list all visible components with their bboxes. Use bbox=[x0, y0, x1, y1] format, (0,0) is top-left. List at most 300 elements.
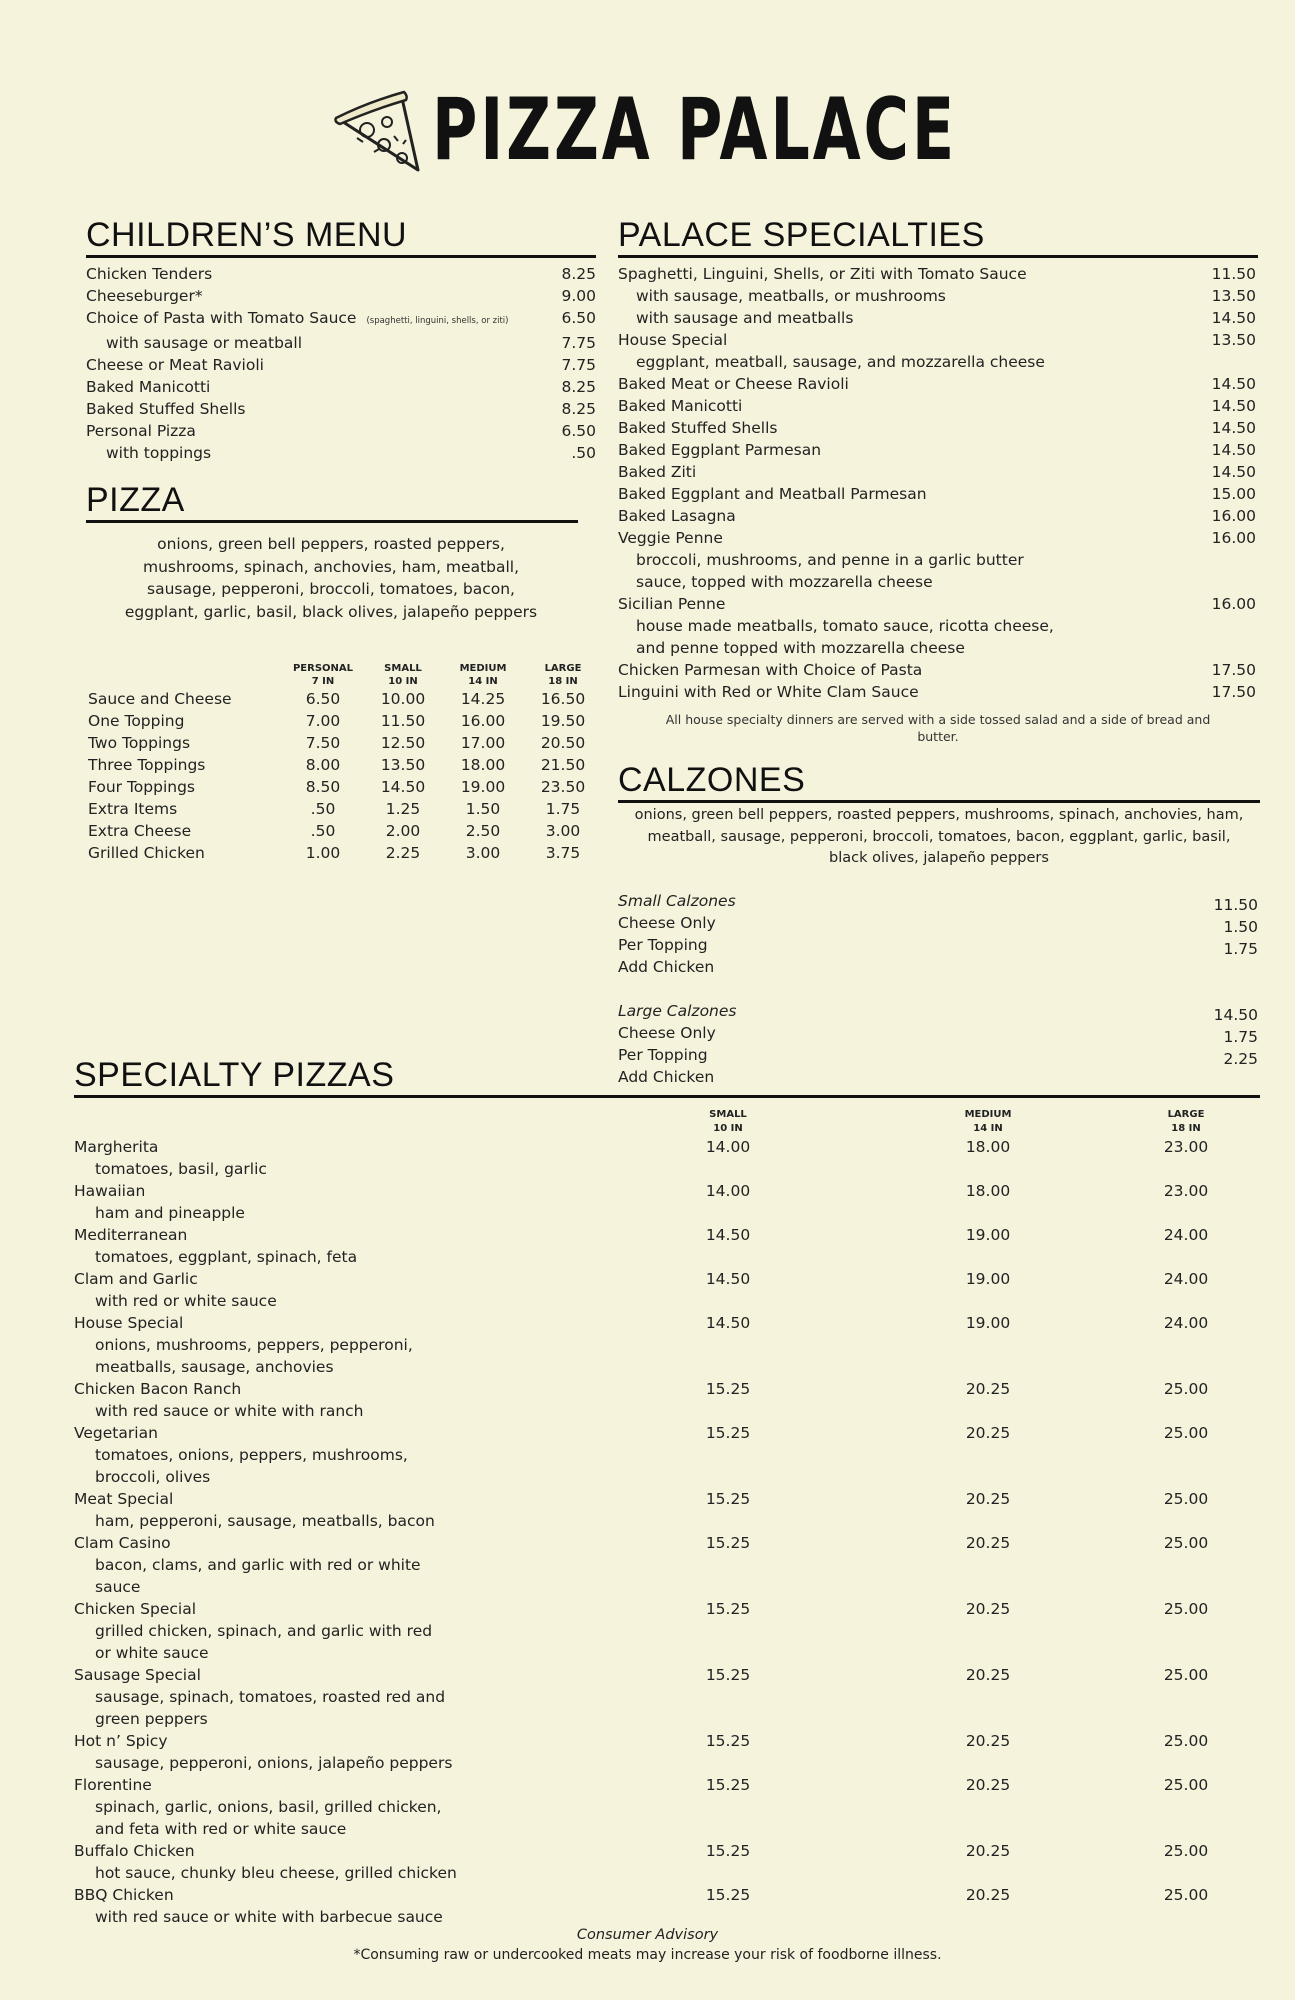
item-name: Baked Manicotti bbox=[618, 397, 743, 415]
specialty-item bbox=[618, 461, 1256, 483]
calzone-price: 14.50 bbox=[1213, 1005, 1258, 1024]
pizza-description: grilled chicken, spinach, and garlic with red bbox=[95, 1622, 433, 1640]
item-name bbox=[86, 376, 536, 398]
specialty-pizza-item bbox=[74, 1598, 494, 1664]
pizza-price: 20.25 bbox=[965, 1666, 1011, 1684]
pizza-price: 14.50 bbox=[705, 1226, 751, 1244]
pizza-price: 15.25 bbox=[705, 1776, 751, 1794]
item-name bbox=[86, 307, 536, 332]
pizza-price: 19.00 bbox=[965, 1270, 1011, 1288]
pizza-row-label: Grilled Chicken bbox=[88, 844, 205, 862]
pizza-price: 1.25 bbox=[385, 800, 421, 818]
pizza-price: 8.00 bbox=[305, 756, 341, 774]
specialty-pizza-item bbox=[74, 1422, 494, 1488]
pizza-row-label: Extra Cheese bbox=[88, 822, 192, 840]
pizza-price: 20.25 bbox=[965, 1424, 1011, 1442]
specialty-item bbox=[618, 395, 1256, 417]
calzone-option: Add Chicken bbox=[618, 1067, 715, 1086]
pizza-price: 15.25 bbox=[705, 1424, 751, 1442]
pizza-price: 1.00 bbox=[305, 844, 341, 862]
pizza-description: meatballs, sausage, anchovies bbox=[95, 1358, 334, 1376]
specialty-pizza-item bbox=[74, 1224, 494, 1268]
item-price: .50 bbox=[571, 444, 596, 462]
pizza-row-label: Extra Items bbox=[88, 800, 178, 818]
topping-line: onions, green bell peppers, roasted peppers, mushrooms, spinach, anchovies, ham, bbox=[634, 807, 1244, 823]
item-name: Spaghetti, Linguini, Shells, or Ziti with Tomato Sauce bbox=[618, 265, 1027, 283]
pizza-price: 16.00 bbox=[460, 712, 506, 730]
pizza-section bbox=[86, 480, 578, 623]
pizza-name: Hawaiian bbox=[74, 1182, 146, 1200]
advisory-title: Consumer Advisory bbox=[576, 1927, 719, 1943]
item-name-text: Chicken Tenders bbox=[86, 265, 213, 283]
calzone-labels bbox=[618, 890, 1258, 978]
palace-specialties-section bbox=[618, 215, 1258, 745]
item-price: 8.25 bbox=[561, 265, 596, 283]
specialty-pizzas-title: SPECIALTY PIZZAS bbox=[74, 1055, 1260, 1098]
size-column-header bbox=[1146, 1108, 1226, 1136]
size-name: LARGE bbox=[544, 663, 582, 674]
header-spacer bbox=[88, 662, 283, 688]
pizza-price: 25.00 bbox=[1163, 1490, 1209, 1508]
pizza-price-row bbox=[88, 688, 628, 710]
item-price: 8.25 bbox=[561, 400, 596, 418]
item-price: 16.00 bbox=[1211, 595, 1256, 613]
pizza-price: 15.25 bbox=[705, 1732, 751, 1750]
pizza-price: 20.50 bbox=[540, 734, 586, 752]
item-name: Baked Ziti bbox=[618, 463, 697, 481]
item-name: Baked Eggplant Parmesan bbox=[618, 441, 822, 459]
pizza-description: with red sauce or white with barbecue sauce bbox=[95, 1908, 443, 1926]
children-menu-item bbox=[86, 420, 596, 442]
pizza-price: 16.50 bbox=[540, 690, 586, 708]
specialty-item bbox=[618, 571, 1256, 593]
calzone-price: 1.75 bbox=[1223, 1027, 1258, 1046]
pizza-price: 3.00 bbox=[465, 844, 501, 862]
children-menu-item bbox=[86, 376, 596, 398]
pizza-description: with red or white sauce bbox=[95, 1292, 277, 1310]
pizza-price: .50 bbox=[310, 800, 336, 818]
pizza-price: 15.25 bbox=[705, 1534, 751, 1552]
pizza-description: sausage, pepperoni, onions, jalapeño peppers bbox=[95, 1754, 453, 1772]
pizza-description: green peppers bbox=[95, 1710, 208, 1728]
children-menu-item bbox=[86, 285, 596, 307]
specialty-pizza-item bbox=[74, 1884, 494, 1928]
pizza-description: or white sauce bbox=[95, 1644, 209, 1662]
topping-line: sausage, pepperoni, broccoli, tomatoes, bacon, bbox=[147, 580, 515, 598]
calzone-group bbox=[618, 890, 1258, 978]
brand-name: PIZZA PALACE bbox=[432, 80, 957, 180]
calzone-prices bbox=[1214, 894, 1258, 960]
specialty-item bbox=[618, 483, 1256, 505]
pizza-price: 19.00 bbox=[965, 1226, 1011, 1244]
pizza-price: 21.50 bbox=[540, 756, 586, 774]
item-price: 6.50 bbox=[561, 422, 596, 440]
item-name-text: Cheese or Meat Ravioli bbox=[86, 356, 264, 374]
item-name: Veggie Penne bbox=[618, 529, 723, 547]
pizza-price: 2.00 bbox=[385, 822, 421, 840]
item-name: Baked Lasagna bbox=[618, 507, 736, 525]
item-name bbox=[106, 332, 536, 354]
pizza-price: 3.00 bbox=[545, 822, 581, 840]
pizza-price: 25.00 bbox=[1163, 1600, 1209, 1618]
pizza-name: Clam and Garlic bbox=[74, 1270, 198, 1288]
item-name-text: with toppings bbox=[106, 444, 212, 462]
pizza-price: 20.25 bbox=[965, 1534, 1011, 1552]
pizza-name: Chicken Bacon Ranch bbox=[74, 1380, 242, 1398]
size-name: MEDIUM bbox=[964, 1109, 1012, 1120]
pizza-price: 23.00 bbox=[1163, 1138, 1209, 1156]
pizza-price: 25.00 bbox=[1163, 1886, 1209, 1904]
specialty-item bbox=[618, 373, 1256, 395]
size-column-header bbox=[363, 662, 443, 688]
pizza-price-row bbox=[88, 732, 628, 754]
pizza-description: ham and pineapple bbox=[95, 1204, 245, 1222]
pizza-price: .50 bbox=[310, 822, 336, 840]
size-inches: 7 IN bbox=[311, 676, 335, 687]
size-name: SMALL bbox=[709, 1109, 747, 1120]
pizza-description: sausage, spinach, tomatoes, roasted red and bbox=[95, 1688, 446, 1706]
pizza-price: 7.00 bbox=[305, 712, 341, 730]
item-name: sauce, topped with mozzarella cheese bbox=[636, 573, 933, 591]
pizza-description: onions, mushrooms, peppers, pepperoni, bbox=[95, 1336, 413, 1354]
children-menu-list bbox=[86, 263, 596, 464]
pizza-price: 14.50 bbox=[705, 1314, 751, 1332]
pizza-name: BBQ Chicken bbox=[74, 1886, 174, 1904]
item-name bbox=[86, 285, 536, 307]
pizza-price: 23.50 bbox=[540, 778, 586, 796]
specialty-item bbox=[618, 329, 1256, 351]
pizza-price: 25.00 bbox=[1163, 1666, 1209, 1684]
pizza-slice-icon bbox=[322, 80, 432, 190]
calzone-heading: Large Calzones bbox=[618, 1001, 737, 1020]
children-menu-section bbox=[86, 215, 596, 464]
item-name bbox=[86, 420, 536, 442]
item-price: 17.50 bbox=[1211, 661, 1256, 679]
calzone-price: 11.50 bbox=[1213, 895, 1258, 914]
children-menu-item bbox=[86, 307, 596, 332]
specialty-item bbox=[618, 527, 1256, 549]
pizza-price: 17.00 bbox=[460, 734, 506, 752]
item-price: 14.50 bbox=[1211, 463, 1256, 481]
item-name: Baked Meat or Cheese Ravioli bbox=[618, 375, 849, 393]
pizza-price: 20.25 bbox=[965, 1732, 1011, 1750]
calzone-toppings-list bbox=[618, 805, 1260, 870]
item-price: 14.50 bbox=[1211, 375, 1256, 393]
pizza-description: hot sauce, chunky bleu cheese, grilled chicken bbox=[95, 1864, 457, 1882]
pizza-price: 20.25 bbox=[965, 1380, 1011, 1398]
specialty-item bbox=[618, 263, 1256, 285]
size-inches: 18 IN bbox=[548, 676, 578, 687]
item-name: Chicken Parmesan with Choice of Pasta bbox=[618, 661, 923, 679]
size-inches: 18 IN bbox=[1171, 1123, 1201, 1134]
palace-specialties-list bbox=[618, 263, 1256, 703]
pizza-price: 19.00 bbox=[460, 778, 506, 796]
item-price: 9.00 bbox=[561, 287, 596, 305]
pizza-price: 20.25 bbox=[965, 1600, 1011, 1618]
pizza-price: 20.25 bbox=[965, 1842, 1011, 1860]
note-line: All house specialty dinners are served with a side tossed salad and a side of bread and bbox=[665, 712, 1211, 727]
pizza-name: Meat Special bbox=[74, 1490, 174, 1508]
pizza-price: 20.25 bbox=[965, 1776, 1011, 1794]
pizza-row-label: Sauce and Cheese bbox=[88, 690, 232, 708]
pizza-price: 14.00 bbox=[705, 1138, 751, 1156]
pizza-price-row bbox=[88, 798, 628, 820]
topping-line: eggplant, garlic, basil, black olives, jalapeño peppers bbox=[124, 602, 538, 621]
pizza-price: 14.25 bbox=[460, 690, 506, 708]
pizza-name: Clam Casino bbox=[74, 1534, 171, 1552]
pizza-name: Florentine bbox=[74, 1776, 152, 1794]
pizza-price: 25.00 bbox=[1163, 1842, 1209, 1860]
specialty-item bbox=[618, 593, 1256, 615]
pizza-price: 15.25 bbox=[705, 1490, 751, 1508]
specialty-pizza-item bbox=[74, 1180, 494, 1224]
pizza-description: tomatoes, onions, peppers, mushrooms, bbox=[95, 1446, 408, 1464]
item-name: House Special bbox=[618, 331, 728, 349]
size-inches: 10 IN bbox=[388, 676, 418, 687]
size-name: LARGE bbox=[1167, 1109, 1205, 1120]
pizza-price: 15.25 bbox=[705, 1666, 751, 1684]
pizza-description: ham, pepperoni, sausage, meatballs, bacon bbox=[95, 1512, 435, 1530]
calzone-price: 1.50 bbox=[1223, 917, 1258, 936]
pizza-price: 15.25 bbox=[705, 1886, 751, 1904]
pizza-row-label: Four Toppings bbox=[88, 778, 196, 796]
pizza-description: sauce bbox=[95, 1578, 141, 1596]
calzone-option: Cheese Only bbox=[618, 1023, 716, 1042]
calzone-option: Cheese Only bbox=[618, 913, 716, 932]
pizza-row-label: Three Toppings bbox=[88, 756, 206, 774]
specialty-pizzas-section bbox=[74, 1055, 1260, 1098]
children-menu-item bbox=[86, 332, 596, 354]
item-price: 14.50 bbox=[1211, 419, 1256, 437]
item-price: 7.75 bbox=[561, 334, 596, 352]
palace-specialties-title: PALACE SPECIALTIES bbox=[618, 215, 1258, 258]
pizza-price: 20.25 bbox=[965, 1886, 1011, 1904]
pizza-name: Sausage Special bbox=[74, 1666, 201, 1684]
pizza-name: Buffalo Chicken bbox=[74, 1842, 195, 1860]
specialty-pizza-item bbox=[74, 1840, 494, 1884]
size-column-header bbox=[283, 662, 363, 688]
pizza-price: 1.75 bbox=[545, 800, 581, 818]
item-note: (spaghetti, linguini, shells, or ziti) bbox=[366, 316, 509, 326]
item-name: Baked Stuffed Shells bbox=[618, 419, 778, 437]
specialty-pizza-item bbox=[74, 1488, 494, 1532]
pizza-price: 14.50 bbox=[380, 778, 426, 796]
children-menu-item bbox=[86, 263, 596, 285]
pizza-price: 24.00 bbox=[1163, 1226, 1209, 1244]
calzones-section bbox=[618, 760, 1260, 1088]
item-name: with sausage, meatballs, or mushrooms bbox=[636, 287, 946, 305]
specialty-item bbox=[618, 417, 1256, 439]
pizza-toppings-list bbox=[76, 533, 586, 623]
topping-line: mushrooms, spinach, anchovies, ham, meatball, bbox=[142, 557, 520, 576]
specialty-item bbox=[618, 549, 1256, 571]
item-name-text: Baked Manicotti bbox=[86, 378, 211, 396]
item-name-text: Baked Stuffed Shells bbox=[86, 400, 246, 418]
pizza-table-header bbox=[88, 662, 628, 688]
specialty-pizza-item bbox=[74, 1268, 494, 1312]
size-name: SMALL bbox=[384, 663, 422, 674]
pizza-name: House Special bbox=[74, 1314, 184, 1332]
palace-specialties-note bbox=[618, 711, 1258, 745]
children-menu-item bbox=[86, 442, 596, 464]
item-name-text: Choice of Pasta with Tomato Sauce bbox=[86, 309, 357, 327]
pizza-name: Chicken Special bbox=[74, 1600, 197, 1618]
item-price: 8.25 bbox=[561, 378, 596, 396]
specialty-item bbox=[618, 681, 1256, 703]
pizza-price: 2.50 bbox=[465, 822, 501, 840]
pizza-name: Mediterranean bbox=[74, 1226, 188, 1244]
pizza-price: 20.25 bbox=[965, 1490, 1011, 1508]
pizza-price-row bbox=[88, 754, 628, 776]
advisory-text: *Consuming raw or undercooked meats may increase your risk of foodborne illness. bbox=[353, 1947, 942, 1963]
pizza-price: 25.00 bbox=[1163, 1424, 1209, 1442]
size-column-header bbox=[523, 662, 603, 688]
calzone-heading: Small Calzones bbox=[618, 891, 736, 910]
pizza-price: 3.75 bbox=[545, 844, 581, 862]
page-header bbox=[0, 70, 1295, 190]
pizza-row-label: Two Toppings bbox=[88, 734, 191, 752]
item-name: broccoli, mushrooms, and penne in a garlic butter bbox=[636, 551, 1024, 569]
note-line: butter. bbox=[917, 729, 959, 744]
calzone-price: 1.75 bbox=[1223, 939, 1258, 958]
item-name: Sicilian Penne bbox=[618, 595, 726, 613]
pizza-price: 6.50 bbox=[305, 690, 341, 708]
pizza-price: 25.00 bbox=[1163, 1380, 1209, 1398]
pizza-price: 25.00 bbox=[1163, 1732, 1209, 1750]
children-menu-title: CHILDREN’S MENU bbox=[86, 215, 596, 258]
specialty-pizza-item bbox=[74, 1774, 494, 1840]
item-name: Linguini with Red or White Clam Sauce bbox=[618, 683, 919, 701]
pizza-description: spinach, garlic, onions, basil, grilled chicken, bbox=[95, 1798, 442, 1816]
pizza-price: 15.25 bbox=[705, 1380, 751, 1398]
specialty-item bbox=[618, 637, 1256, 659]
pizza-price: 15.25 bbox=[705, 1842, 751, 1860]
topping-line: meatball, sausage, pepperoni, broccoli, tomatoes, bacon, eggplant, garlic, basil, bbox=[647, 828, 1231, 845]
calzone-option: Add Chicken bbox=[618, 957, 715, 976]
pizza-price: 24.00 bbox=[1163, 1270, 1209, 1288]
pizza-price: 18.00 bbox=[460, 756, 506, 774]
pizza-price: 10.00 bbox=[380, 690, 426, 708]
specialty-item bbox=[618, 439, 1256, 461]
pizza-price-row bbox=[88, 776, 628, 798]
item-price: 14.50 bbox=[1211, 397, 1256, 415]
size-name: MEDIUM bbox=[459, 663, 507, 674]
item-name: Baked Eggplant and Meatball Parmesan bbox=[618, 485, 927, 503]
pizza-price: 25.00 bbox=[1163, 1534, 1209, 1552]
item-name bbox=[86, 398, 536, 420]
item-name: with sausage and meatballs bbox=[636, 309, 854, 327]
pizza-description: tomatoes, basil, garlic bbox=[95, 1160, 267, 1178]
pizza-name: Margherita bbox=[74, 1138, 159, 1156]
pizza-price: 8.50 bbox=[305, 778, 341, 796]
pizza-price: 24.00 bbox=[1163, 1314, 1209, 1332]
specialty-item bbox=[618, 615, 1256, 637]
specialty-pizza-item bbox=[74, 1136, 494, 1180]
item-name-text: Cheeseburger* bbox=[86, 287, 203, 305]
size-inches: 14 IN bbox=[973, 1123, 1003, 1134]
item-price: 7.75 bbox=[561, 356, 596, 374]
item-price: 15.00 bbox=[1211, 485, 1256, 503]
calzone-price: 2.25 bbox=[1223, 1049, 1258, 1068]
pizza-price: 14.50 bbox=[705, 1270, 751, 1288]
specialty-item bbox=[618, 285, 1256, 307]
pizza-price-row bbox=[88, 820, 628, 842]
size-column-header bbox=[443, 662, 523, 688]
item-price: 16.00 bbox=[1211, 529, 1256, 547]
size-name: PERSONAL bbox=[292, 663, 354, 674]
item-name-text: with sausage or meatball bbox=[106, 334, 303, 352]
pizza-price-table bbox=[88, 662, 628, 864]
pizza-price: 14.00 bbox=[705, 1182, 751, 1200]
pizza-price: 1.50 bbox=[465, 800, 501, 818]
specialty-item bbox=[618, 351, 1256, 373]
pizza-description: and feta with red or white sauce bbox=[95, 1820, 347, 1838]
item-price: 11.50 bbox=[1211, 265, 1256, 283]
item-price: 14.50 bbox=[1211, 309, 1256, 327]
pizza-name: Hot n’ Spicy bbox=[74, 1732, 168, 1750]
pizza-price: 25.00 bbox=[1163, 1776, 1209, 1794]
pizza-price: 19.50 bbox=[540, 712, 586, 730]
size-column-header bbox=[948, 1108, 1028, 1136]
specialty-pizza-item bbox=[74, 1664, 494, 1730]
pizza-price: 23.00 bbox=[1163, 1182, 1209, 1200]
pizza-price: 18.00 bbox=[965, 1138, 1011, 1156]
size-inches: 14 IN bbox=[468, 676, 498, 687]
item-price: 13.50 bbox=[1211, 287, 1256, 305]
pizza-description: tomatoes, eggplant, spinach, feta bbox=[95, 1248, 358, 1266]
item-name: eggplant, meatball, sausage, and mozzarella cheese bbox=[636, 353, 1045, 371]
size-inches: 10 IN bbox=[713, 1123, 743, 1134]
pizza-price-row bbox=[88, 710, 628, 732]
specialty-pizza-item bbox=[74, 1532, 494, 1598]
pizza-price: 11.50 bbox=[380, 712, 426, 730]
item-name: house made meatballs, tomato sauce, ricotta cheese, bbox=[636, 617, 1054, 635]
item-price: 17.50 bbox=[1211, 683, 1256, 701]
pizza-name: Vegetarian bbox=[74, 1424, 158, 1442]
size-column-header bbox=[688, 1108, 768, 1136]
pizza-price: 12.50 bbox=[380, 734, 426, 752]
item-name bbox=[106, 442, 536, 464]
specialty-item bbox=[618, 505, 1256, 527]
item-name bbox=[86, 263, 536, 285]
specialty-item bbox=[618, 659, 1256, 681]
pizza-price: 7.50 bbox=[305, 734, 341, 752]
item-price: 6.50 bbox=[561, 309, 596, 327]
pizza-title: PIZZA bbox=[86, 480, 578, 523]
children-menu-item bbox=[86, 398, 596, 420]
topping-line: black olives, jalapeño peppers bbox=[829, 850, 1049, 866]
specialty-item bbox=[618, 307, 1256, 329]
item-name-text: Personal Pizza bbox=[86, 422, 196, 440]
pizza-row-label: One Topping bbox=[88, 712, 185, 730]
item-price: 13.50 bbox=[1211, 331, 1256, 349]
item-name: and penne topped with mozzarella cheese bbox=[636, 639, 965, 657]
specialty-pizza-item bbox=[74, 1378, 494, 1422]
pizza-price: 18.00 bbox=[965, 1182, 1011, 1200]
pizza-description: with red sauce or white with ranch bbox=[95, 1402, 364, 1420]
pizza-price: 19.00 bbox=[965, 1314, 1011, 1332]
specialty-pizza-item bbox=[74, 1312, 494, 1378]
item-price: 16.00 bbox=[1211, 507, 1256, 525]
pizza-price: 2.25 bbox=[385, 844, 421, 862]
pizza-description: broccoli, olives bbox=[95, 1468, 211, 1486]
calzone-option: Per Topping bbox=[618, 935, 708, 954]
children-menu-item bbox=[86, 354, 596, 376]
calzones-title: CALZONES bbox=[618, 760, 1260, 803]
consumer-advisory bbox=[0, 1925, 1295, 1965]
pizza-price-row bbox=[88, 842, 628, 864]
pizza-price: 15.25 bbox=[705, 1600, 751, 1618]
